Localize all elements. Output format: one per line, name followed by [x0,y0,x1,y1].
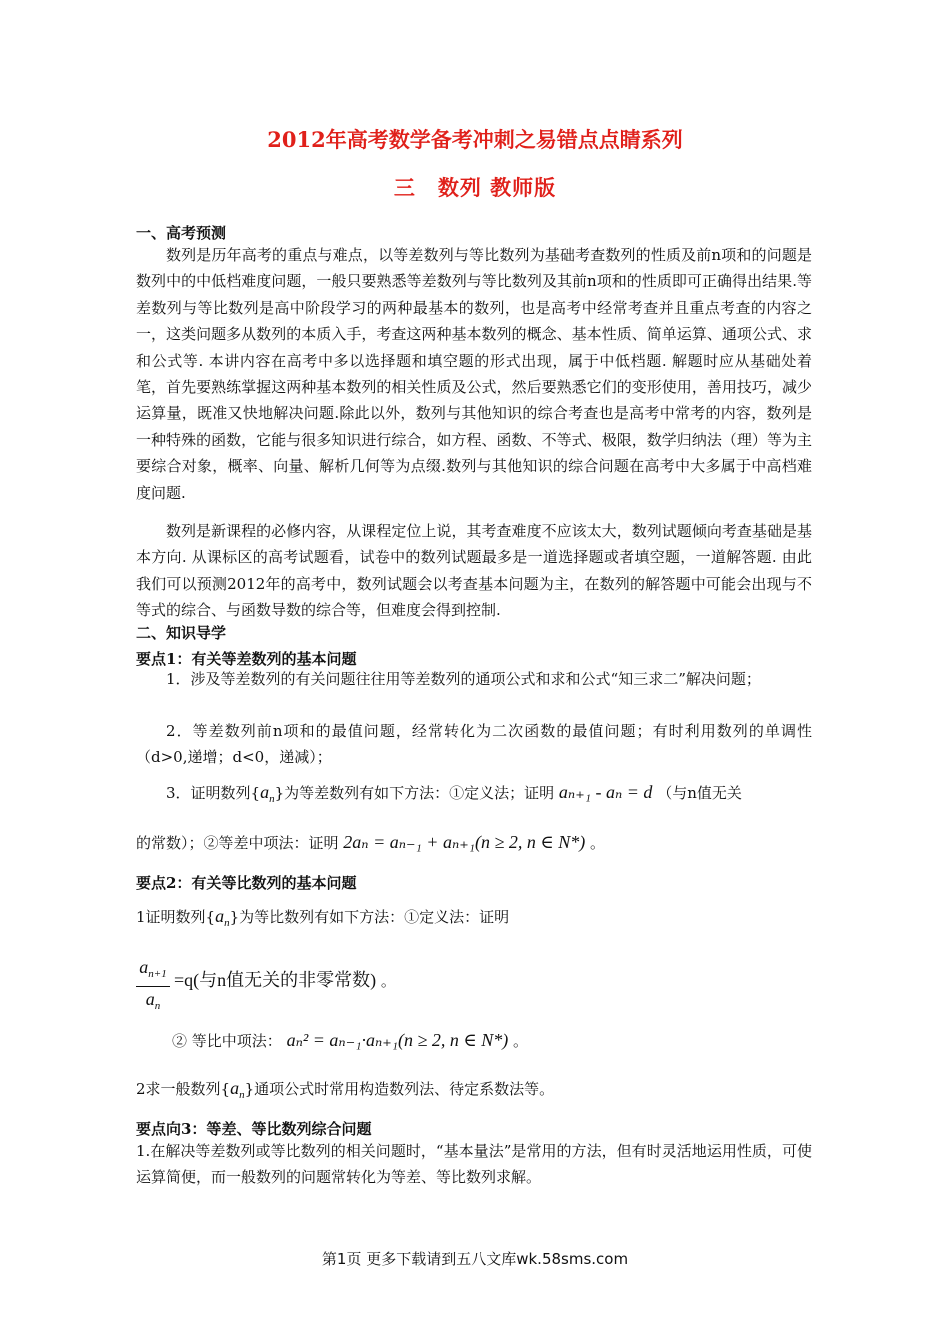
section1-heading: 一、高考预测 [136,224,227,242]
fraction-numerator: $a_{n+1}$ [139,957,167,980]
sequence-symbol: $a_n$ [260,782,275,805]
ratio-condition [174,966,396,992]
document-title: 2012年高考数学备考冲刺之易错点点睛系列 [267,127,683,152]
point2-item-3-prefix: 2求一般数列{ [136,1080,231,1098]
point1-item-3 [166,782,742,805]
sequence-symbol: $a_n$ [215,906,230,929]
point1-item-3-suffix: （与n值无关 [657,784,742,802]
point1-item-3-middle: }为等差数列有如下方法：①定义法；证明 [274,784,555,802]
ratio-condition-text: =q(与n值无关的非零常数) [174,970,377,990]
point2-item-1-prefix: 1证明数列{ [136,908,216,926]
difference-formula: aₙ₊₁ - aₙ = d [558,782,653,802]
point1-item-2: 2．等差数列前n项和的最值问题，经常转化为二次函数的最值问题；有时利用数列的单调性（d>0,递增；d<0，递减）； [136,722,812,767]
ratio-condition-end: 。 [380,972,396,990]
point2-item-2-end: 。 [513,1032,529,1050]
fraction-bar [136,986,170,987]
point1-item-3-cont [136,832,605,853]
page-footer: 第1页 更多下载请到五八文库wk.58sms.com [321,1250,629,1268]
section2-heading: 二、知识导学 [136,624,227,642]
ratio-fraction [136,956,170,1017]
fraction-denominator: $a_n$ [145,989,161,1012]
point2-heading: 要点2：有关等比数列的基本问题 [136,874,357,892]
point1-heading: 要点1：有关等差数列的基本问题 [136,650,357,668]
section1-paragraph-2: 数列是新课程的必修内容，从课程定位上说，其考查难度不应该太大，数列试题倾向考查基础是基本方向. 从课标区的高考试题看，试卷中的数列试题最多是一道选择题或者填空题，一道解答题. 由此我们可以预测2012年的高考中，数列试题会以考查基本问题为主，在数列的解答题中可能会出现与不等式的综合、与函数导数的综合等，但难度会得到控制. [136,522,812,620]
point2-item-2-prefix: ② 等比中项法： [172,1032,282,1050]
point1-item-3-end: 。 [589,834,605,852]
document-subtitle: 三 数列 教师版 [393,175,557,200]
point1-item-3-cont-prefix: 的常数）；②等差中项法：证明 [136,834,339,852]
section1-paragraph-1: 数列是历年高考的重点与难点，以等差数列与等比数列为基础考查数列的性质及前n项和的问题是数列中的中低档难度问题，一般只要熟悉等差数列与等比数列及其前n项和的性质即可正确得出结果.等差数列与等比数列是高中阶段学习的两种最基本的数列，也是高考中经常考查并且重点考查的内容之一，这类问题多从数列的本质入手，考查这两种基本数列的概念、基本性质、简单运算、通项公式、求和公式等. 本讲内容在高考中多以选择题和填空题的形式出现，属于中低档题. 解题时应从基础处着笔，首先要熟练掌握这两种基本数列的相关性质及公式，然后要熟悉它们的变形使用，善用技巧，减少运算量，既准又快地解决问题.除此以外，数列与其他知识的综合考查也是高考中常考的内容，数列是一种特殊的函数，它能与很多知识进行综合，如方程、函数、不等式、极限，数学归纳法（理）等为主要综合对象，概率、向量、解析几何等为点缀.数列与其他知识的综合问题在高考中大多属于中高档难度问题. [136,246,812,502]
sequence-symbol: $a_n$ [230,1078,245,1101]
geometric-mean-formula: aₙ² = aₙ₋₁·aₙ₊₁(n ≥ 2, n ∈ N*) [286,1030,509,1050]
point1-item-3-prefix: 3．证明数列{ [166,784,261,802]
point2-item-1-suffix: }为等比数列有如下方法：①定义法：证明 [229,908,510,926]
point2-item-1 [136,906,509,929]
point2-item-3-suffix: }通项公式时常用构造数列法、待定系数法等。 [244,1080,555,1098]
point3-heading: 要点向3：等差、等比数列综合问题 [136,1120,372,1138]
point2-item-3 [136,1078,554,1101]
middle-term-formula: 2aₙ = aₙ₋₁ + aₙ₊₁(n ≥ 2, n ∈ N*) [343,832,586,852]
point1-item-1: 1．涉及等差数列的有关问题往往用等差数列的通项公式和求和公式“知三求二”解决问题； [166,670,761,688]
point2-item-2 [172,1030,528,1051]
point3-item-1: 1.在解决等差数列或等比数列的相关问题时，“基本量法”是常用的方法，但有时灵活地运用性质，可使运算简便，而一般数列的问题常转化为等差、等比数列求解。 [136,1142,812,1187]
